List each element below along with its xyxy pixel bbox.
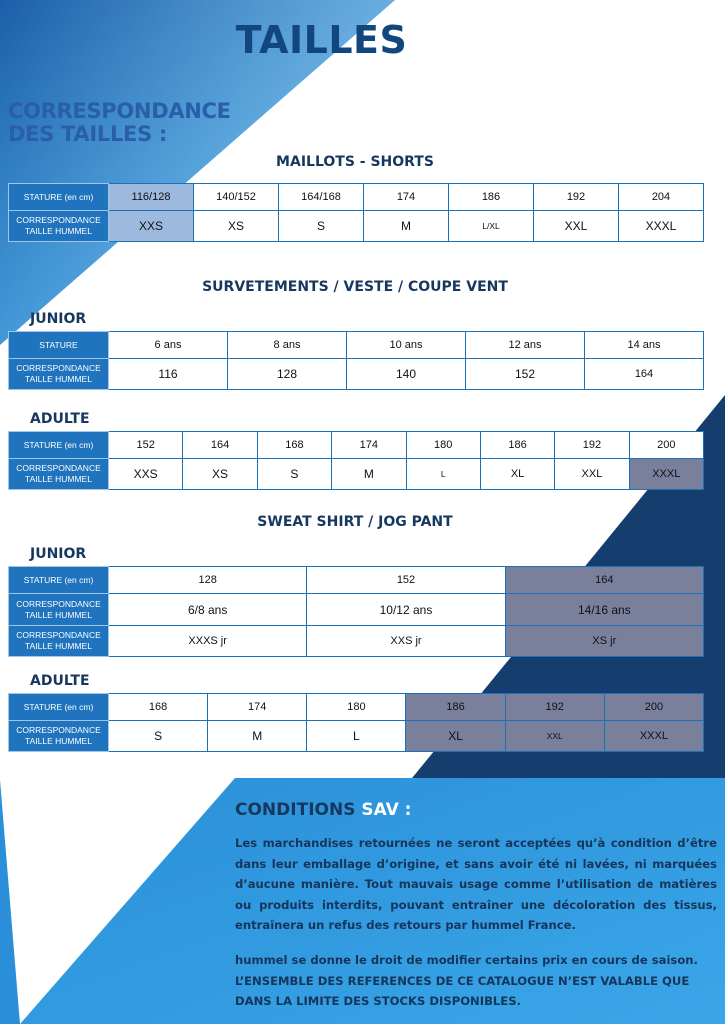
corr-label-line2: TAILLE HUMMEL <box>25 641 92 651</box>
size-value: XXS <box>109 459 183 490</box>
size-value: XXL <box>505 721 604 752</box>
sweat-title: SWEAT SHIRT / JOG PANT <box>257 514 453 530</box>
stature-value: 152 <box>307 567 505 594</box>
stature-label: STATURE (en cm) <box>9 432 109 459</box>
size-value: L <box>406 459 480 490</box>
size-value: 152 <box>466 359 585 390</box>
size-value: M <box>208 721 307 752</box>
size-value: XXXL <box>629 459 703 490</box>
stature-value: 192 <box>555 432 629 459</box>
size-value: L <box>307 721 406 752</box>
stature-value: 200 <box>604 694 703 721</box>
stature-value: 12 ans <box>466 332 585 359</box>
sweat-junior-jr-row <box>9 626 704 657</box>
conditions-paragraph: Les marchandises retournées ne seront acceptées qu’à condition d’être dans leur emballage d’origine, et sans avoir été ni lavées, ni marquées d’aucune manière. Tout mauvais usage comme l’utilisation de matières ou produits interdits, pouvant entraîner une décoloration des tissus, entraînera un refus des retours par hummel France. <box>235 836 717 932</box>
stature-value: 14 ans <box>585 332 704 359</box>
stature-value: 164/168 <box>279 184 364 211</box>
stature-value: 200 <box>629 432 703 459</box>
stature-value: 10 ans <box>347 332 466 359</box>
survetements-adulte-size-row <box>9 459 704 490</box>
correspondance-label <box>9 359 109 390</box>
survetements-junior-stature-row <box>9 332 704 359</box>
stature-value: 164 <box>183 432 257 459</box>
stature-value: 186 <box>480 432 554 459</box>
survetements-adulte-title: ADULTE <box>30 411 90 427</box>
stature-value: 6 ans <box>109 332 228 359</box>
stature-value: 174 <box>332 432 406 459</box>
size-value: 6/8 ans <box>109 594 307 626</box>
correspondance-label <box>9 211 109 242</box>
size-value: 10/12 ans <box>307 594 505 626</box>
sweat-adulte-size-row <box>9 721 704 752</box>
stature-value: 180 <box>406 432 480 459</box>
stature-label: STATURE <box>9 332 109 359</box>
survetements-adulte-table <box>8 431 704 490</box>
conditions-stock-note: L’ENSEMBLE DES REFERENCES DE CE CATALOGUE N’EST VALABLE QUE DANS LA LIMITE DES STOCKS DISPONIBLES. <box>235 973 690 1008</box>
stature-value: 8 ans <box>228 332 347 359</box>
stature-value: 152 <box>109 432 183 459</box>
corr-label-line1: CORRESPONDANCE <box>16 363 101 373</box>
corr-label-line1: CORRESPONDANCE <box>16 598 101 609</box>
page-title: TAILLES <box>235 18 408 62</box>
correspondance-label <box>9 721 109 752</box>
stature-label: STATURE (en cm) <box>9 184 109 211</box>
stature-value: 168 <box>109 694 208 721</box>
corr-label-line2: TAILLE HUMMEL <box>25 474 92 484</box>
stature-value: 128 <box>109 567 307 594</box>
size-value: XXXL <box>604 721 703 752</box>
size-value: XXL <box>555 459 629 490</box>
stature-value: 168 <box>257 432 331 459</box>
conditions-title-accent: SAV : <box>361 800 412 820</box>
survetements-junior-table <box>8 331 704 390</box>
stature-value: 180 <box>307 694 406 721</box>
sweat-adulte-title: ADULTE <box>30 673 90 689</box>
stature-value: 174 <box>208 694 307 721</box>
corr-label-line2: TAILLE HUMMEL <box>25 226 92 236</box>
sweat-junior-ans-row <box>9 594 704 626</box>
sweat-junior-stature-row <box>9 567 704 594</box>
size-value: XS <box>183 459 257 490</box>
stature-value: 192 <box>505 694 604 721</box>
size-value: L/XL <box>449 211 534 242</box>
corr-label-line2: TAILLE HUMMEL <box>25 374 92 384</box>
corr-label-line1: CORRESPONDANCE <box>16 630 101 640</box>
survetements-title: SURVETEMENTS / VESTE / COUPE VENT <box>202 279 508 295</box>
size-value: XXL <box>534 211 619 242</box>
corr-label-line1: CORRESPONDANCE <box>16 725 101 735</box>
maillots-title: MAILLOTS - SHORTS <box>276 154 434 170</box>
conditions-title <box>235 800 411 820</box>
size-value: S <box>279 211 364 242</box>
sweat-adulte-table <box>8 693 704 752</box>
corr-label-line1: CORRESPONDANCE <box>16 463 101 473</box>
stature-value: 140/152 <box>194 184 279 211</box>
maillots-table <box>8 183 704 242</box>
sweat-adulte-stature-row <box>9 694 704 721</box>
size-value: XXXL <box>619 211 704 242</box>
size-value: S <box>109 721 208 752</box>
stature-label: STATURE (en cm) <box>9 567 109 594</box>
size-value: M <box>332 459 406 490</box>
correspondance-label <box>9 459 109 490</box>
stature-value: 164 <box>505 567 703 594</box>
correspondance-title-line2: DES TAILLES : <box>8 122 168 146</box>
maillots-size-row <box>9 211 704 242</box>
size-value: XXS jr <box>307 626 505 657</box>
corr-label-line2: TAILLE HUMMEL <box>25 609 92 620</box>
correspondance-label <box>9 594 109 626</box>
correspondance-title-line1: CORRESPONDANCE <box>8 99 231 123</box>
stature-value: 116/128 <box>109 184 194 211</box>
size-value: XS <box>194 211 279 242</box>
size-value: XL <box>480 459 554 490</box>
corr-label-line1: CORRESPONDANCE <box>16 215 101 225</box>
size-value: 128 <box>228 359 347 390</box>
sweat-junior-table <box>8 566 704 657</box>
size-value: XXXS jr <box>109 626 307 657</box>
stature-value: 174 <box>364 184 449 211</box>
size-value: 14/16 ans <box>505 594 703 626</box>
conditions-price-note: hummel se donne le droit de modifier certains prix en cours de saison. <box>235 953 698 967</box>
size-value: XL <box>406 721 505 752</box>
size-value: 164 <box>585 359 704 390</box>
maillots-stature-row <box>9 184 704 211</box>
survetements-adulte-stature-row <box>9 432 704 459</box>
size-value: S <box>257 459 331 490</box>
corr-label-line2: TAILLE HUMMEL <box>25 736 92 746</box>
correspondance-label <box>9 626 109 657</box>
stature-value: 186 <box>449 184 534 211</box>
size-value: 140 <box>347 359 466 390</box>
stature-value: 192 <box>534 184 619 211</box>
size-value: 116 <box>109 359 228 390</box>
conditions-title-main: CONDITIONS <box>235 800 356 820</box>
stature-value: 204 <box>619 184 704 211</box>
size-value: M <box>364 211 449 242</box>
correspondance-title <box>8 100 231 146</box>
size-value: XS jr <box>505 626 703 657</box>
size-value: XXS <box>109 211 194 242</box>
stature-label: STATURE (en cm) <box>9 694 109 721</box>
conditions-notes <box>235 950 717 1012</box>
sweat-junior-title: JUNIOR <box>30 546 87 562</box>
survetements-junior-size-row <box>9 359 704 390</box>
survetements-junior-title: JUNIOR <box>30 311 87 327</box>
stature-value: 186 <box>406 694 505 721</box>
